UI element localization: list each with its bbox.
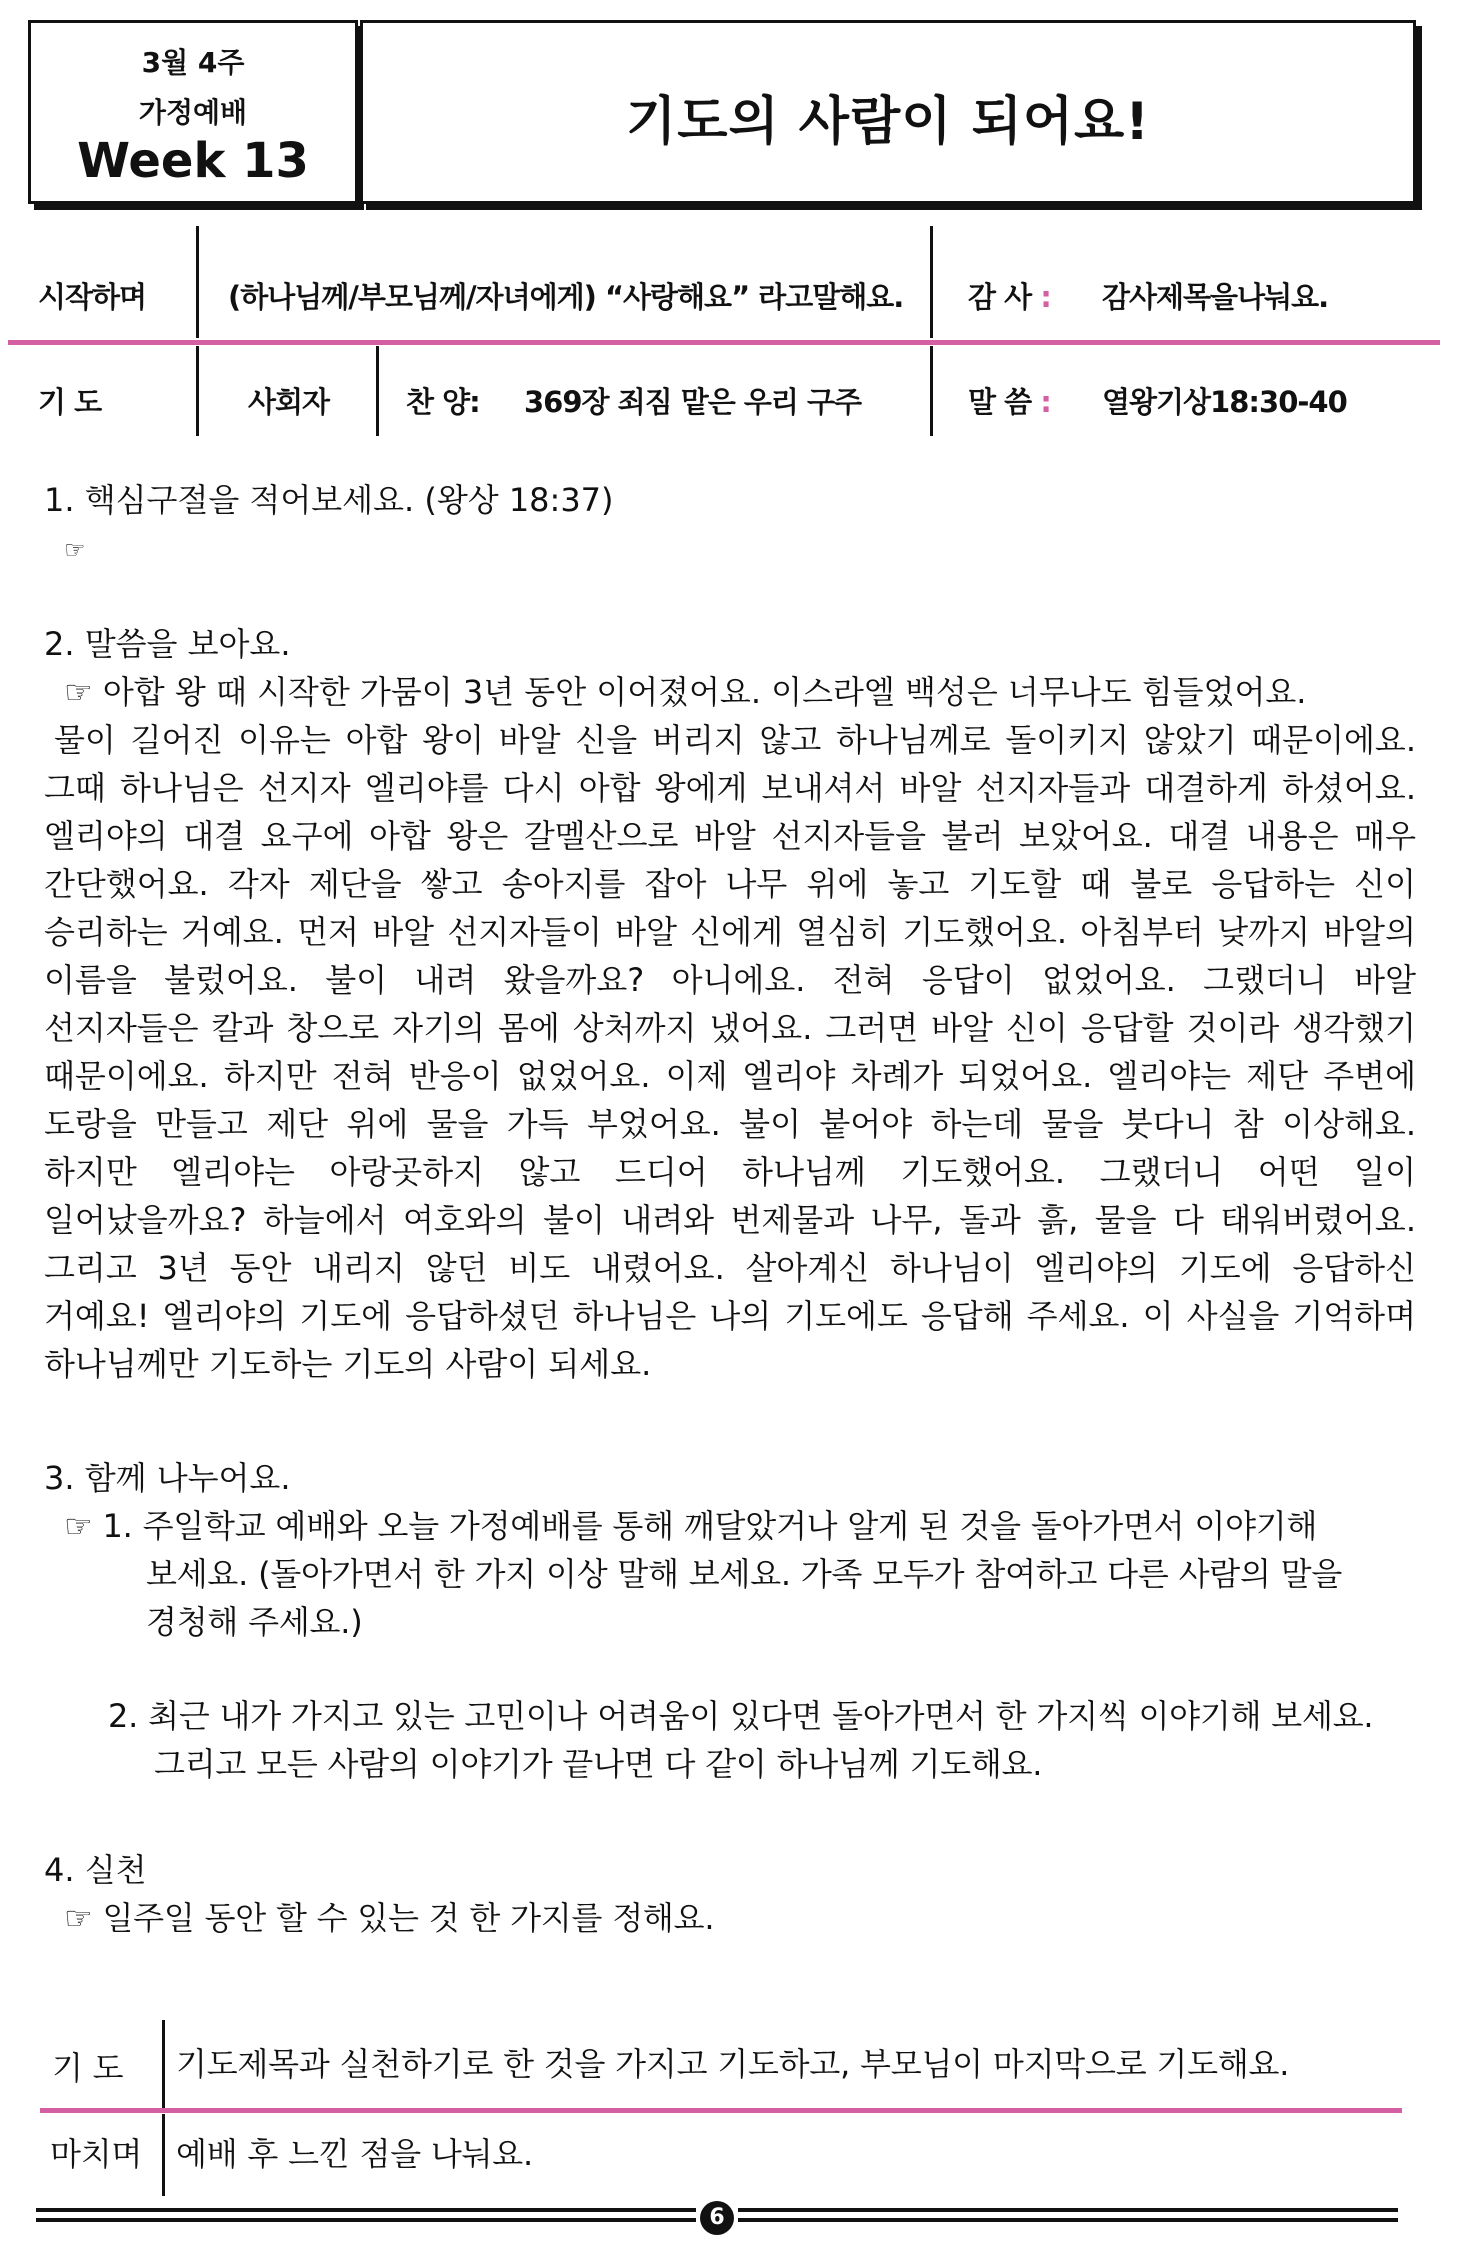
paragraph-line: 하지만 엘리야는 아랑곳하지 않고 드디어 하나님께 기도했어요. 그랬더니 어떤 일이 (44, 1153, 1416, 1191)
question-2-line: 2. 최근 내가 가지고 있는 고민이나 어려움이 있다면 돌아가면서 한 가지씩 이야기해 보세요. (108, 1697, 1374, 1735)
week-date: 3월 4주 (141, 46, 245, 79)
paragraph-line: 승리하는 거예요. 먼저 바알 선지자들이 바알 신에게 열심히 기도했어요. 아침부터 낮까지 바알의 (44, 913, 1416, 951)
page-title: 기도의 사람이 되어요! (625, 92, 1150, 152)
practice-line: ☞ 일주일 동안 할 수 있는 것 한 가지를 정해요. (64, 1899, 715, 1937)
closing-prayer-text: 기도제목과 실천하기로 한 것을 가지고 기도하고, 부모님이 마지막으로 기도해요. (176, 2045, 1290, 2083)
prayer-label: 기 도 (38, 385, 102, 419)
closing-prayer-label: 기 도 (52, 2049, 124, 2087)
divider (376, 346, 379, 436)
hymn-text: 369장 죄짐 맡은 우리 구주 (524, 385, 862, 419)
pointing-hand-icon: ☞ (64, 536, 86, 564)
start-label: 시작하며 (38, 280, 147, 314)
footer-line (36, 2208, 696, 2212)
section3-title: 3. 함께 나누어요. (44, 1459, 291, 1497)
paragraph-line: 일어났을까요? 하늘에서 여호와의 불이 내려와 번제물과 나무, 돌과 흙, 물을 다 태워버렸어요. (44, 1201, 1416, 1239)
divider (162, 2020, 165, 2108)
footer-line (36, 2218, 696, 2222)
divider (162, 2114, 165, 2196)
section4-title: 4. 실천 (44, 1851, 147, 1889)
paragraph-line: 이름을 불렀어요. 불이 내려 왔을까요? 아니에요. 전혀 응답이 없었어요. 그랬더니 바알 (44, 961, 1416, 999)
divider (196, 226, 199, 338)
leader-label: 사회자 (248, 385, 330, 419)
question-1-line: ☞ 1. 주일학교 예배와 오늘 가정예배를 통해 깨달았거나 알게 된 것을 돌아가면서 이야기해 (64, 1507, 1318, 1545)
paragraph-line: 거예요! 엘리야의 기도에 응답하셨던 하나님은 나의 기도에도 응답해 주세요. 이 사실을 기억하며 (44, 1297, 1416, 1335)
week-label: Week 13 (77, 133, 309, 189)
paragraph-line: 도랑을 만들고 제단 위에 물을 가득 부었어요. 불이 붙어야 하는데 물을 붓다니 참 이상해요. (44, 1105, 1416, 1143)
paragraph-line: 물이 길어진 이유는 아합 왕이 바알 신을 버리지 않고 하나님께로 돌이키지 않았기 때문이에요. (54, 721, 1416, 759)
paragraph-line: 하나님께만 기도하는 기도의 사람이 되세요. (44, 1345, 652, 1383)
word-text: 열왕기상18:30-40 (1102, 385, 1347, 419)
divider (930, 346, 933, 436)
question-2-line: 그리고 모든 사람의 이야기가 끝나면 다 같이 하나님께 기도해요. (154, 1745, 1043, 1783)
week-category: 가정예배 (138, 96, 248, 129)
closing-end-label: 마치며 (50, 2135, 143, 2173)
page-number: 6 (700, 2201, 734, 2235)
pink-divider (40, 2108, 1402, 2113)
section2-body (44, 668, 1416, 1388)
paragraph-line: 엘리야의 대결 요구에 아합 왕은 갈멜산으로 바알 선지자들을 불러 보았어요. 대결 내용은 매우 (44, 817, 1416, 855)
paragraph-line: 그때 하나님은 선지자 엘리야를 다시 아합 왕에게 보내셔서 바알 선지자들과 대결하게 하셨어요. (44, 769, 1416, 807)
thanks-text: 감사제목을나눠요. (1102, 280, 1329, 314)
divider (930, 226, 933, 338)
section2-title: 2. 말씀을 보아요. (44, 625, 291, 663)
paragraph-line: 선지자들은 칼과 창으로 자기의 몸에 상처까지 냈어요. 그러면 바알 신이 응답할 것이라 생각했기 (44, 1009, 1416, 1047)
thanks-label: 감 사 : (968, 280, 1051, 314)
title-box (360, 20, 1416, 204)
paragraph-line: 간단했어요. 각자 제단을 쌓고 송아지를 잡아 나무 위에 놓고 기도할 때 불로 응답하는 신이 (44, 865, 1416, 903)
paragraph-line: 그리고 3년 동안 내리지 않던 비도 내렸어요. 살아계신 하나님이 엘리야의 기도에 응답하신 (44, 1249, 1416, 1287)
question-1-line: 경청해 주세요.) (146, 1603, 363, 1641)
divider (196, 346, 199, 436)
pink-divider (8, 340, 1440, 345)
word-label: 말 씀 : (968, 385, 1051, 419)
colon: : (1040, 385, 1051, 419)
hymn-label: 찬 양: (406, 385, 480, 419)
paragraph-line: ☞ 아합 왕 때 시작한 가뭄이 3년 동안 이어졌어요. 이스라엘 백성은 너무나도 힘들었어요. (64, 673, 1307, 711)
footer-line (738, 2218, 1398, 2222)
start-text: (하나님께/부모님께/자녀에게) “사랑해요” 라고말해요. (228, 280, 904, 314)
week-info-box (28, 20, 358, 204)
question-1-line: 보세요. (돌아가면서 한 가지 이상 말해 보세요. 가족 모두가 참여하고 다른 사람의 말을 (146, 1555, 1343, 1593)
colon: : (1040, 280, 1051, 314)
footer-line (738, 2208, 1398, 2212)
section1-title: 1. 핵심구절을 적어보세요. (왕상 18:37) (44, 481, 614, 519)
paragraph-line: 때문이에요. 하지만 전혀 반응이 없었어요. 이제 엘리야 차례가 되었어요. 엘리야는 제단 주변에 (44, 1057, 1416, 1095)
closing-end-text: 예배 후 느낀 점을 나눠요. (176, 2135, 533, 2173)
